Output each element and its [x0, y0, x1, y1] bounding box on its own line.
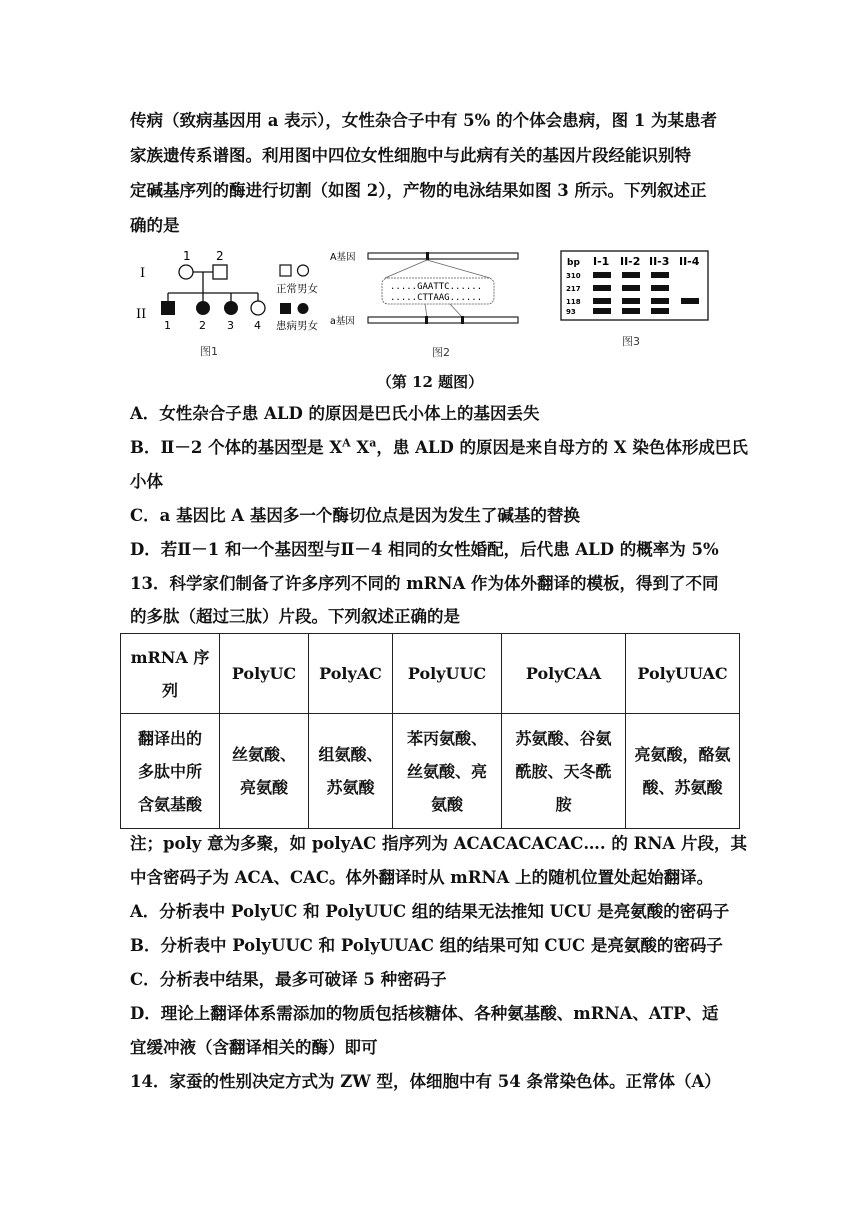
intro-line-4: 确的是 [130, 216, 180, 235]
band-I1-93 [593, 308, 611, 314]
gen2-female-affected-2 [196, 301, 210, 315]
gel-header-bp: bp [567, 258, 580, 268]
q13-option-b: B．分析表中 PolyUUC 和 PolyUUAC 组的结果可知 CUC 是亮氨酸的密码子 [130, 936, 723, 955]
gel-size-118: 118 [566, 298, 581, 306]
band-II4-118 [681, 298, 699, 304]
q13-note-1: 注；poly 意为多聚，如 polyAC 指序列为 ACACACACAC…. 的 RNA 片段，其 [130, 834, 747, 853]
gen-label-2: II [136, 307, 147, 322]
intro-line-1: 传病（致病基因用 a 表示），女性杂合子中有 5% 的个体会患病，图 1 为某患者 [130, 111, 718, 130]
figure-3-electrophoresis [560, 250, 710, 322]
table-cell-polycaa: 苏氨酸、谷氨 酰胺、天冬酰 胺 [502, 714, 626, 829]
legend-male-normal [280, 265, 291, 276]
gen2-male-affected [161, 301, 175, 315]
band-I1-310 [593, 272, 611, 278]
gen1-num-2: 2 [216, 249, 224, 263]
gel-size-217: 217 [566, 285, 581, 293]
q12-option-a: A．女性杂合子患 ALD 的原因是巴氏小体上的基因丢失 [130, 404, 540, 423]
gen2-num-3: 3 [227, 319, 234, 332]
gel-header-2: II-2 [620, 255, 641, 268]
q12-option-d: D．若Ⅱ－1 和一个基因型与Ⅱ－4 相同的女性婚配，后代患 ALD 的概率为 5% [130, 540, 719, 559]
q13-note-2: 中含密码子为 ACA、CAC。体外翻译时从 mRNA 上的随机位置处起始翻译。 [130, 868, 714, 887]
q12-option-b: B．Ⅱ－2 个体的基因型是 $X^A$ $X^a$，患 ALD 的原因是来自母方的 X 染色体形成巴氏 [130, 436, 748, 457]
gel-size-93: 93 [566, 308, 576, 316]
legend-affected-label: 患病男女 [276, 320, 318, 332]
intro-line-2: 家族遗传系谱图。利用图中四位女性细胞中与此病有关的基因片段经能识别特 [130, 146, 691, 165]
q13-stem-1: 13．科学家们制备了许多序列不同的 mRNA 作为体外翻译的模板，得到了不同 [130, 574, 719, 593]
table-cell-polyuuac: 亮氨酸，酪氨 酸、苏氨酸 [626, 714, 740, 829]
gen1-female-normal [179, 265, 193, 279]
table-row-sequence [121, 634, 740, 714]
q13-option-a: A．分析表中 PolyUC 和 PolyUUC 组的结果无法推知 UCU 是亮氨酸的密码子 [130, 902, 730, 921]
table-cell-polyuuc: 苯丙氨酸、 丝氨酸、亮 氨酸 [393, 714, 502, 829]
table-row-amino-acids [121, 714, 740, 829]
band-II2-217 [622, 285, 640, 291]
table-col-polycaa: PolyCAA [502, 634, 626, 714]
pedigree-svg [130, 245, 340, 360]
table-col-polyuc: PolyUC [220, 634, 309, 714]
figure-1-caption: 图1 [200, 345, 218, 358]
band-II3-118 [651, 298, 669, 304]
gene-A-bar [368, 253, 518, 259]
gen2-female-normal-4 [251, 301, 265, 315]
band-II2-118 [622, 298, 640, 304]
q13-option-c: C．分析表中结果，最多可破译 5 种密码子 [130, 970, 447, 989]
gel-svg [560, 250, 710, 322]
band-I1-217 [593, 285, 611, 291]
table-col-polyac: PolyAC [309, 634, 393, 714]
figure-2-caption: 图2 [432, 346, 450, 359]
q13-stem-2: 的多肽（超过三肽）片段。下列叙述正确的是 [130, 607, 460, 626]
legend-male-affected [280, 303, 291, 314]
q13-option-d-1: D．理论上翻译体系需添加的物质包括核糖体、各种氨基酸、mRNA、ATP、适 [130, 1004, 719, 1023]
gen2-num-2: 2 [199, 319, 206, 332]
band-II3-93 [651, 308, 669, 314]
seq-bottom: .....CTTAAG...... [390, 293, 483, 303]
band-II2-93 [622, 308, 640, 314]
band-II3-217 [651, 285, 669, 291]
seq-top: .....GAATTC...... [390, 282, 483, 292]
gel-header-3: II-3 [649, 255, 670, 268]
gen1-num-1: 1 [183, 249, 191, 263]
figure-caption-q12: （第 12 题图） [376, 373, 484, 391]
gel-header-4: II-4 [679, 255, 700, 268]
gen2-female-affected-3 [224, 301, 238, 315]
table-head-sequence: mRNA 序 列 [121, 634, 220, 714]
gene-cut-svg [330, 248, 525, 333]
gene-a-label: a基因 [330, 316, 355, 327]
legend-normal-label: 正常男女 [276, 283, 318, 295]
gene-A-label: A基因 [330, 252, 356, 263]
figure-1-pedigree [130, 245, 340, 360]
band-I1-118 [593, 298, 611, 304]
band-II2-310 [622, 272, 640, 278]
band-II3-310 [651, 272, 669, 278]
table-cell-polyuc: 丝氨酸、 亮氨酸 [220, 714, 309, 829]
table-col-polyuuac: PolyUUAC [626, 634, 740, 714]
legend-female-affected [298, 303, 309, 314]
figure-2-gene-cut [330, 248, 525, 333]
table-head-amino-acids: 翻译出的 多肽中所 含氨基酸 [121, 714, 220, 829]
table-cell-polyac: 组氨酸、 苏氨酸 [309, 714, 393, 829]
intro-line-3: 定碱基序列的酶进行切割（如图 2），产物的电泳结果如图 3 所示。下列叙述正 [130, 181, 707, 200]
gen1-male-normal [213, 265, 227, 279]
figure-3-caption: 图3 [622, 335, 640, 348]
gen2-num-1: 1 [164, 319, 171, 332]
gel-size-310: 310 [566, 272, 581, 280]
q13-table [120, 633, 740, 829]
gene-a-bar [368, 317, 518, 323]
gen-label-1: I [140, 266, 146, 281]
q12-option-c: C．a 基因比 A 基因多一个酶切位点是因为发生了碱基的替换 [130, 506, 580, 525]
gel-header-1: I-1 [593, 255, 610, 268]
q12-option-b-cont: 小体 [130, 472, 163, 491]
legend-female-normal [298, 265, 309, 276]
q14-stem-1: 14．家蚕的性别决定方式为 ZW 型，体细胞中有 54 条常染色体。正常体（A） [130, 1072, 721, 1091]
q13-option-d-2: 宜缓冲液（含翻译相关的酶）即可 [130, 1038, 378, 1057]
gen2-num-4: 4 [254, 319, 261, 332]
table-col-polyuuc: PolyUUC [393, 634, 502, 714]
